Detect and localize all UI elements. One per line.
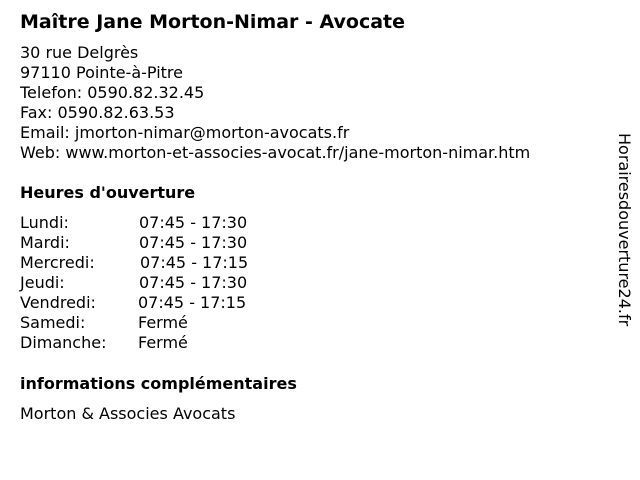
day-label: Lundi: bbox=[20, 213, 69, 232]
day-label: Vendredi: bbox=[20, 293, 96, 312]
address-street: 30 rue Delgrès bbox=[20, 43, 139, 62]
address-city: 97110 Pointe-à-Pitre bbox=[20, 63, 183, 82]
extra-info-heading: informations complémentaires bbox=[20, 374, 297, 393]
time-value: 07:45 - 17:15 bbox=[140, 253, 249, 272]
time-value: Fermé bbox=[138, 313, 188, 332]
site-watermark: Horairesdouverture24.fr bbox=[615, 133, 634, 327]
hours-heading: Heures d'ouverture bbox=[20, 183, 196, 202]
day-label: Mercredi: bbox=[20, 253, 95, 272]
phone-number: Telefon: 0590.82.32.45 bbox=[20, 83, 205, 102]
fax-number: Fax: 0590.82.63.53 bbox=[20, 103, 175, 122]
time-value: 07:45 - 17:30 bbox=[139, 213, 248, 232]
time-value: 07:45 - 17:30 bbox=[139, 273, 248, 292]
email-address: Email: jmorton-nimar@morton-avocats.fr bbox=[20, 123, 350, 142]
page-title: Maître Jane Morton-Nimar - Avocate bbox=[20, 11, 406, 33]
time-value: 07:45 - 17:30 bbox=[139, 233, 248, 252]
day-label: Samedi: bbox=[20, 313, 86, 332]
extra-info-text: Morton & Associes Avocats bbox=[20, 404, 236, 423]
time-value: 07:45 - 17:15 bbox=[138, 293, 247, 312]
contact-block bbox=[20, 43, 530, 163]
time-value: Fermé bbox=[138, 333, 188, 352]
day-label: Mardi: bbox=[20, 233, 70, 252]
website-address: Web: www.morton-et-associes-avocat.fr/jane-morton-nimar.htm bbox=[20, 143, 531, 162]
day-label: Jeudi: bbox=[20, 273, 65, 292]
day-label: Dimanche: bbox=[20, 333, 107, 352]
